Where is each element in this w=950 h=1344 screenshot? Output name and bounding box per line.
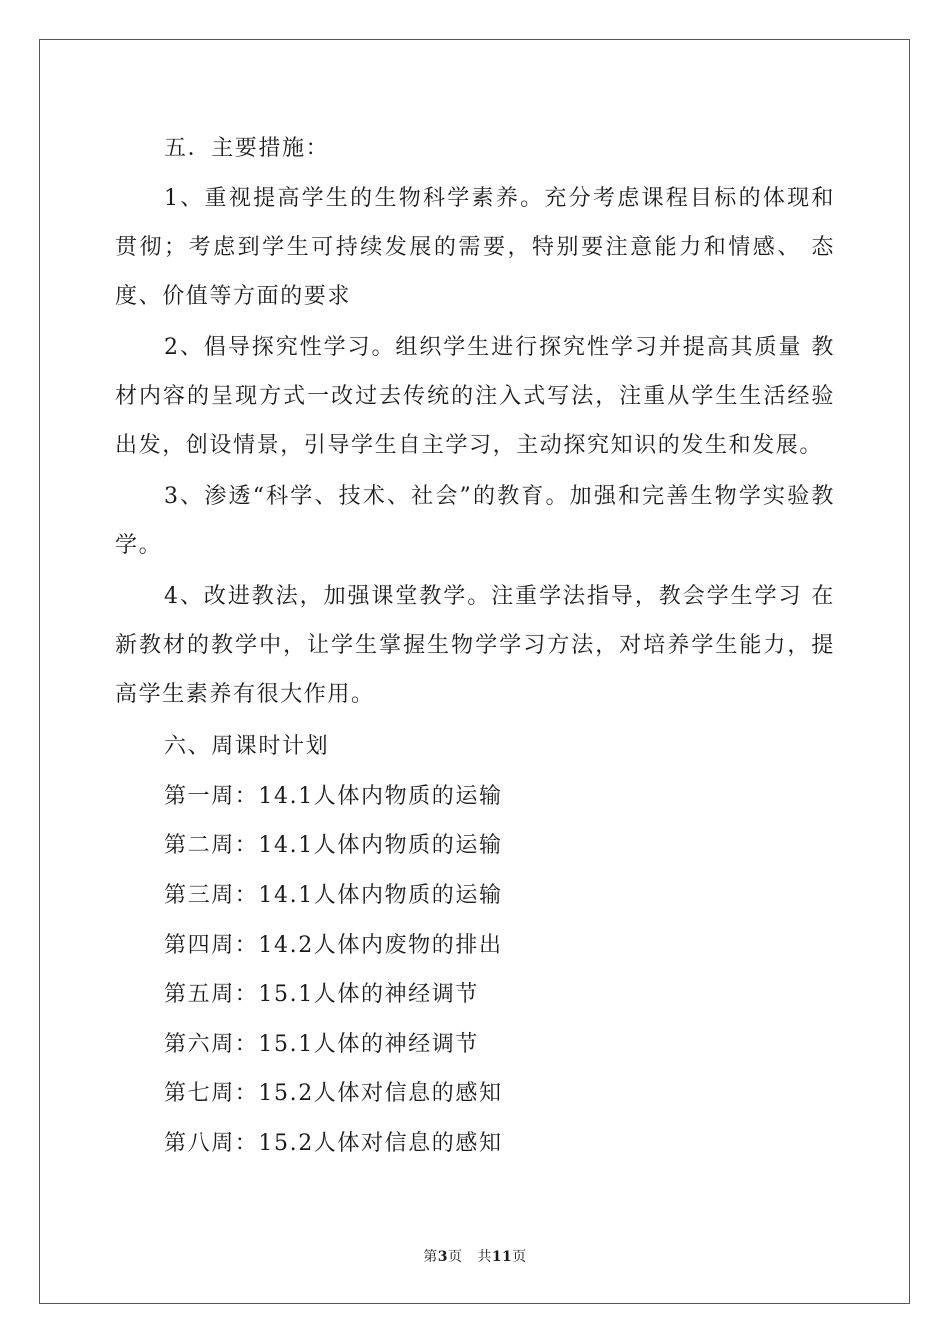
- week-item-4: 第四周：14.2人体内废物的排出: [164, 933, 503, 958]
- current-page-number: 3: [437, 1249, 448, 1265]
- section-heading-measures: 五．主要措施：: [164, 136, 330, 161]
- week-item-8: 第八周：15.2人体对信息的感知: [164, 1131, 503, 1156]
- week-item-3: 第三周：14.1人体内物质的运输: [164, 883, 503, 908]
- week-item-2: 第二周：14.1人体内物质的运输: [164, 833, 503, 858]
- page-footer: [0, 1246, 950, 1266]
- week-item-6: 第六周：15.1人体的神经调节: [164, 1032, 479, 1057]
- measure-paragraph-3: 3、渗透“科学、技术、社会”的教育。加强和完善生物学实验教学。: [115, 484, 835, 558]
- section-heading-schedule: 六、周课时计划: [164, 734, 330, 759]
- measure-paragraph-4: 4、改进教法，加强课堂教学。注重学法指导，教会学生学习 在新教材的教学中，让学生掌握生物学学习方法，对培养学生能力，提高学生素养有很大作用。: [115, 584, 835, 707]
- page-label-prefix: 第: [423, 1249, 438, 1265]
- total-page-number: 11: [491, 1249, 513, 1265]
- measure-paragraph-1: 1、重视提高学生的生物科学素养。充分考虑课程目标的体现和贯彻；考虑到学生可持续发展的需要，特别要注意能力和情感、 态度、价值等方面的要求: [115, 186, 835, 309]
- total-label-prefix: 共: [477, 1249, 492, 1265]
- week-item-1: 第一周：14.1人体内物质的运输: [164, 784, 503, 809]
- total-label-suffix: 页: [512, 1249, 527, 1265]
- measure-paragraph-2: 2、倡导探究性学习。组织学生进行探究性学习并提高其质量 教材内容的呈现方式一改过去传统的注入式写法，注重从学生生活经验出发，创设情景，引导学生自主学习，主动探究知识的发生和发展。: [115, 335, 835, 458]
- page-label-suffix: 页: [447, 1249, 463, 1265]
- week-item-7: 第七周：15.2人体对信息的感知: [164, 1081, 503, 1106]
- week-item-5: 第五周：15.1人体的神经调节: [164, 982, 479, 1007]
